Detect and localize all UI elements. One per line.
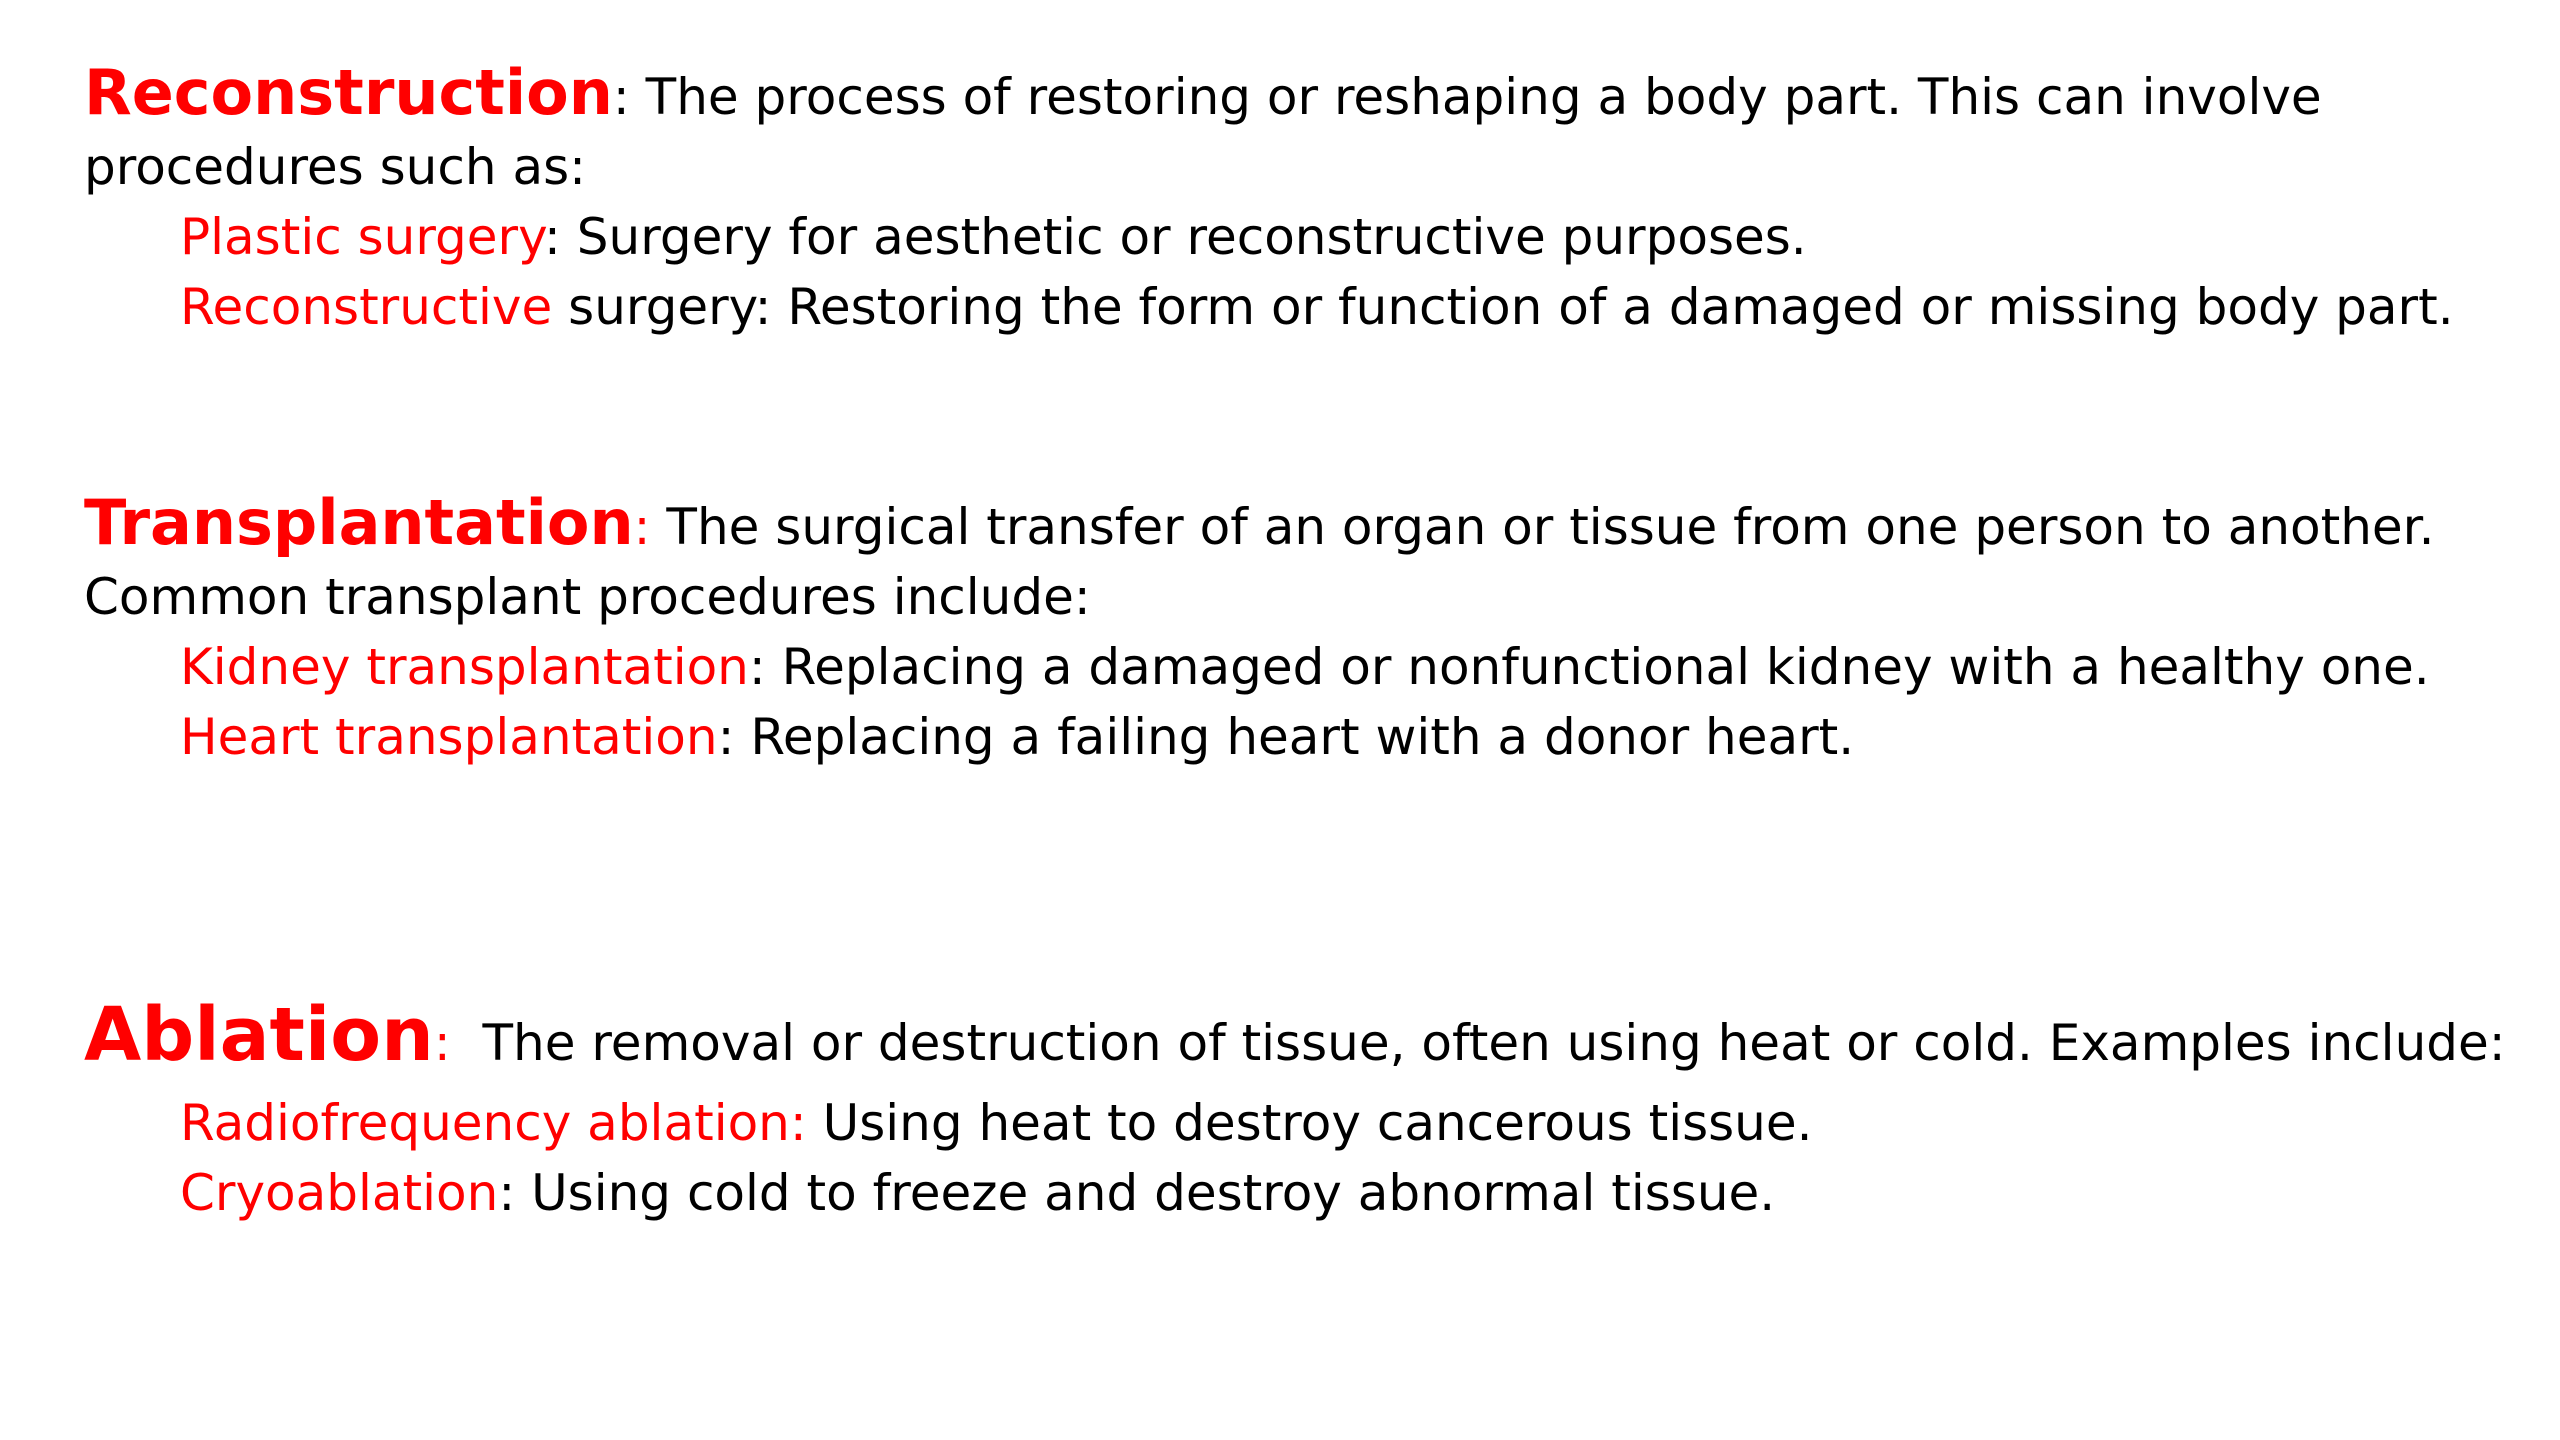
ablation-item-radiofrequency	[84, 1088, 2484, 1158]
item-description: : Replacing a failing heart with a donor heart.	[717, 708, 1855, 766]
term-ablation: Ablation	[84, 992, 434, 1078]
transplantation-definition: The surgical transfer of an organ or tissue from one person to another.	[650, 498, 2435, 556]
reconstruction-item-reconstructive-surgery	[84, 272, 2484, 342]
item-highlight: Heart transplantation	[180, 708, 718, 766]
transplantation-definition-line	[84, 488, 2484, 562]
term-colon: :	[433, 1014, 451, 1072]
item-highlight: Plastic surgery	[180, 208, 545, 266]
ablation-definition-line	[84, 990, 2506, 1088]
term-reconstruction: Reconstruction	[84, 56, 613, 129]
reconstruction-definition-cont: procedures such as:	[84, 138, 586, 196]
section-ablation	[84, 990, 2506, 1228]
term-colon: :	[633, 498, 651, 556]
item-description: : Using cold to freeze and destroy abnormal tissue.	[498, 1164, 1776, 1222]
section-transplantation	[84, 488, 2484, 772]
transplantation-item-kidney	[84, 632, 2484, 702]
item-highlight: Kidney transplantation	[180, 638, 749, 696]
item-description: : Surgery for aesthetic or reconstructive purposes.	[544, 208, 1807, 266]
term-transplantation: Transplantation	[84, 486, 634, 559]
section-reconstruction	[84, 58, 2484, 342]
item-description: Using heat to destroy cancerous tissue.	[806, 1094, 1813, 1152]
ablation-definition: The removal or destruction of tissue, often using heat or cold. Examples include:	[450, 1014, 2506, 1072]
item-highlight: Reconstructive	[180, 278, 553, 336]
item-description: surgery: Restoring the form or function of a damaged or missing body part.	[552, 278, 2454, 336]
item-description: : Replacing a damaged or nonfunctional kidney with a healthy one.	[748, 638, 2430, 696]
reconstruction-definition: : The process of restoring or reshaping a body part. This can involve	[612, 68, 2322, 126]
item-highlight: Radiofrequency ablation:	[180, 1094, 807, 1152]
transplantation-definition-cont: Common transplant procedures include:	[84, 568, 1091, 626]
item-highlight: Cryoablation	[180, 1164, 499, 1222]
reconstruction-definition-line	[84, 58, 2484, 132]
reconstruction-item-plastic-surgery	[84, 202, 2484, 272]
transplantation-item-heart	[84, 702, 2484, 772]
ablation-item-cryoablation	[84, 1158, 2484, 1228]
